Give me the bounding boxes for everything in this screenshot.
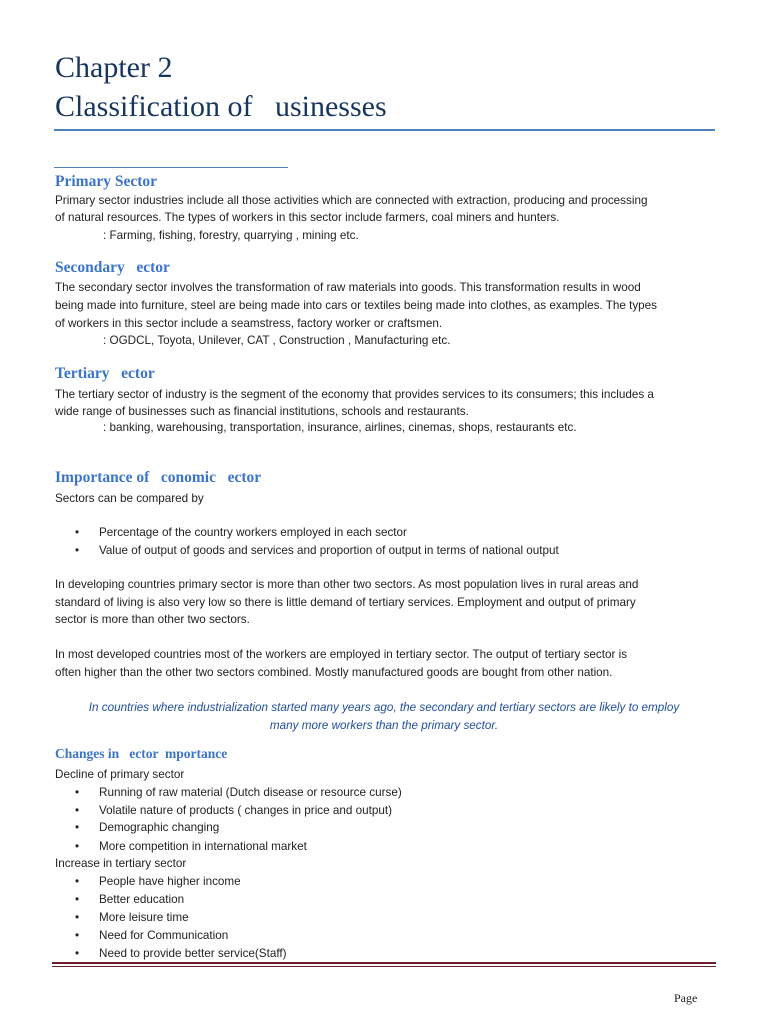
list-item-text: More leisure time: [99, 911, 189, 924]
tertiary-examples: : banking, warehousing, transportation, insurance, airlines, cinemas, shops, restaurants etc.: [103, 421, 577, 434]
page-label: Page: [674, 991, 698, 1005]
secondary-examples: : OGDCL, Toyota, Unilever, CAT , Construction , Manufacturing etc.: [103, 334, 451, 347]
secondary-para-line: of workers in this sector include a seamstress, factory worker or craftsmen.: [55, 317, 443, 330]
tertiary-sector-heading: Tertiary ector: [55, 365, 155, 382]
secondary-para-line: The secondary sector involves the transformation of raw materials into goods. This transformation results in wood: [55, 281, 641, 294]
footer-divider: [52, 962, 716, 964]
bullet: •: [75, 929, 80, 942]
bullet: •: [75, 840, 80, 853]
primary-sector-heading: Primary Sector: [55, 173, 157, 190]
bullet: •: [75, 544, 80, 557]
tertiary-para-line: The tertiary sector of industry is the segment of the economy that provides services to its consumers; this includes a: [55, 388, 654, 401]
bullet: •: [75, 911, 80, 924]
importance-para2-line: In most developed countries most of the workers are employed in tertiary sector. The output of tertiary sector is: [55, 648, 628, 661]
list-item-text: Value of output of goods and services and proportion of output in terms of national output: [99, 544, 559, 557]
footer-divider-thin: [52, 966, 716, 967]
bullet: •: [75, 821, 80, 834]
tertiary-para-line: wide range of businesses such as financial institutions, schools and restaurants.: [55, 405, 469, 418]
list-item-text: Need to provide better service(Staff): [99, 947, 287, 960]
list-item-text: More competition in international market: [99, 840, 307, 853]
importance-para2-line: often higher than the other two sectors combined. Mostly manufactured goods are bought from other nation.: [55, 666, 613, 679]
list-item-text: Need for Communication: [99, 929, 229, 942]
bullet: •: [75, 875, 80, 888]
section-divider: [54, 167, 288, 168]
list-item-text: Percentage of the country workers employed in each sector: [99, 526, 407, 539]
bullet: •: [75, 786, 80, 799]
secondary-sector-heading: Secondary ector: [55, 259, 170, 276]
primary-para-line: of natural resources. The types of workers in this sector include farmers, coal miners and hunters.: [55, 211, 560, 224]
increase-label: Increase in tertiary sector: [55, 857, 187, 870]
decline-label: Decline of primary sector: [55, 768, 185, 781]
chapter-number: Chapter 2: [55, 51, 173, 84]
highlight-quote-line: In countries where industrialization started many years ago, the secondary and tertiary sectors are likely to employ: [88, 701, 680, 714]
highlight-quote-line: many more workers than the primary sector.: [269, 719, 499, 732]
title-divider: [54, 129, 715, 131]
list-item-text: Better education: [99, 893, 185, 906]
list-item-text: Volatile nature of products ( changes in price and output): [99, 804, 393, 817]
bullet: •: [75, 893, 80, 906]
primary-para-line: Primary sector industries include all those activities which are connected with extraction, producing and processing: [55, 194, 648, 207]
bullet: •: [75, 526, 80, 539]
list-item-text: People have higher income: [99, 875, 241, 888]
list-item-text: Running of raw material (Dutch disease or resource curse): [99, 786, 402, 799]
list-item-text: Demographic changing: [99, 821, 220, 834]
changes-heading: Changes in ector mportance: [55, 746, 228, 761]
bullet: •: [75, 947, 80, 960]
primary-examples: : Farming, fishing, forestry, quarrying , mining etc.: [103, 229, 359, 242]
importance-heading: Importance of conomic ector: [55, 469, 262, 486]
importance-para1-line: sector is more than other two sectors.: [55, 613, 250, 626]
chapter-title: Classification of usinesses: [55, 90, 387, 123]
secondary-para-line: being made into furniture, steel are being made into cars or textiles being made into clothes, as examples. The types: [55, 299, 658, 312]
bullet: •: [75, 804, 80, 817]
importance-intro: Sectors can be compared by: [55, 492, 204, 505]
importance-para1-line: standard of living is also very low so there is little demand of tertiary services. Employment and output of primary: [55, 596, 636, 609]
importance-para1-line: In developing countries primary sector is more than other two sectors. As most population lives in rural areas and: [55, 578, 639, 591]
